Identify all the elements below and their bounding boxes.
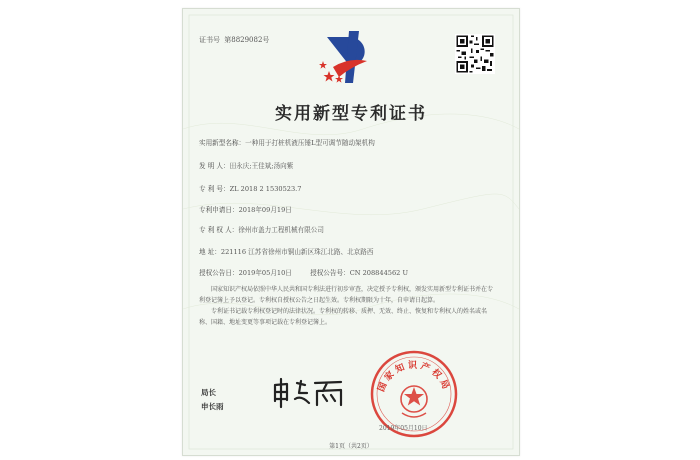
patent-number-label: 专 利 号： [199, 185, 230, 193]
certificate-number [199, 35, 271, 45]
inventors-label: 发 明 人： [199, 162, 230, 170]
address-label: 地 址： [199, 248, 221, 256]
patentee-label: 专 利 权 人： [199, 226, 239, 234]
patentee-row [199, 224, 324, 234]
seal-date: 2019年05月10日 [379, 425, 428, 432]
seal-text: 国家知识产权局 [376, 361, 452, 394]
filing-date-row [199, 204, 292, 214]
patent-office-logo-icon [319, 27, 381, 87]
grant-row [199, 267, 408, 277]
patent-number-row [199, 183, 301, 193]
filing-date-value: 2018年09月19日 [238, 206, 292, 214]
certificate-number-value: 第8829082号 [224, 36, 270, 44]
address-value: 221116 江苏省徐州市铜山新区珠江北路、北京路西 [220, 248, 374, 256]
director-title: 局长 [201, 388, 216, 397]
utility-model-name-value: 一种用于打桩机液压锤L型可调节随动架机构 [245, 139, 375, 147]
certificate-body-text [199, 284, 495, 328]
certificate-title: 实用新型专利证书 [275, 104, 427, 124]
certificate-number-label: 证书号 [199, 36, 220, 44]
inventors-row [199, 160, 293, 170]
director-name: 申长雨 [201, 402, 224, 411]
utility-model-name-row [199, 137, 375, 147]
handwritten-signature-icon [271, 375, 347, 409]
patent-number-value: ZL 2018 2 1530523.7 [229, 185, 302, 193]
grant-number-label: 授权公告号： [310, 269, 350, 277]
utility-model-name-label: 实用新型名称： [199, 139, 246, 147]
page-number: 第1页（共2页） [329, 443, 373, 450]
inventors-value: 田永庆;王佳斌;汤向紫 [229, 162, 294, 170]
grant-date-value: 2019年05月10日 [238, 269, 292, 277]
filing-date-label: 专利申请日： [199, 206, 239, 214]
body-paragraph: 专利证书记载专利权登记时的法律状况。专利权的转移、质押、无效、终止、恢复和专利权人的姓名或名称、国籍、地址变更等事项记载在专利登记簿上。 [199, 308, 488, 326]
grant-number-value: CN 208844562 U [349, 269, 409, 277]
certificate-page [182, 8, 520, 456]
grant-date-label: 授权公告日： [199, 269, 239, 277]
patentee-value: 徐州市盖力工程机械有限公司 [238, 226, 324, 234]
body-paragraph: 国家知识产权局依照中华人民共和国专利法进行初步审查，决定授予专利权，颁发实用新型专利证书并在专利登记簿上予以登记。专利权自授权公告之日起生效。专利权期限为十年，自申请日起算。 [199, 286, 494, 304]
address-row [199, 246, 373, 256]
qr-code-icon [455, 34, 495, 74]
